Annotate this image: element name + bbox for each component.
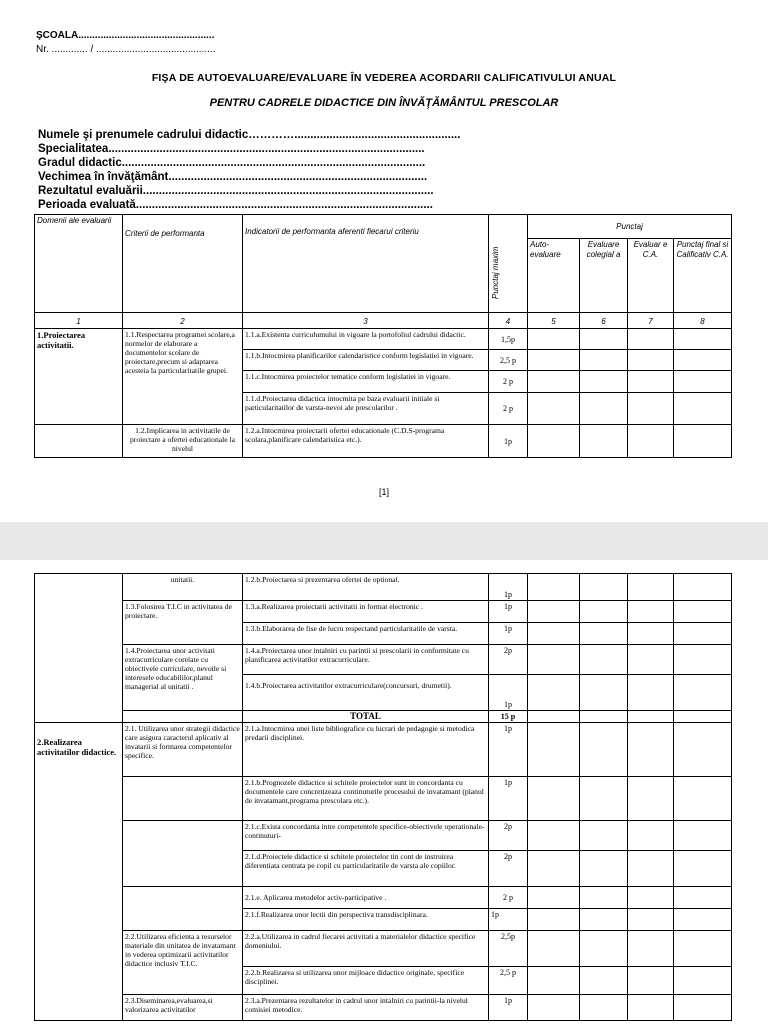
- empty-cell: [580, 393, 628, 425]
- empty-cell: [628, 821, 674, 851]
- empty-cell: [628, 574, 674, 601]
- empty-cell: [123, 711, 243, 723]
- domain-cell: 1.Proiectarea activitatii.: [35, 329, 123, 425]
- empty-cell: [628, 425, 674, 458]
- number-line: Nr. ............. / ...........................................: [36, 44, 216, 55]
- header-punctaj-maxim: Punctaj maxim: [489, 215, 528, 313]
- points-cell: 2p: [489, 645, 528, 675]
- empty-cell: [628, 675, 674, 711]
- empty-cell: [628, 723, 674, 777]
- empty-cell: [528, 329, 580, 350]
- empty-cell: [528, 425, 580, 458]
- empty-cell: [674, 887, 732, 909]
- empty-cell: [674, 821, 732, 851]
- empty-cell: [628, 350, 674, 371]
- col-num: 4: [489, 313, 528, 329]
- empty-cell: [580, 909, 628, 931]
- field-perioada: Perioada evaluată.............................................................................................: [38, 199, 433, 211]
- empty-cell: [528, 645, 580, 675]
- empty-cell: [528, 887, 580, 909]
- empty-cell: [528, 821, 580, 851]
- indicator-cell: 1.3.a.Realizarea proiectarii activitatii in format electronic .: [243, 601, 489, 623]
- page-number: [1]: [378, 487, 389, 497]
- empty-cell: [580, 931, 628, 967]
- points-cell: 1p: [489, 777, 528, 821]
- points-cell: 2,5 p: [489, 350, 528, 371]
- document-title: FIŞA DE AUTOEVALUARE/EVALUARE ÎN VEDEREA ACORDARII CALIFICATIVULUI ANUAL: [151, 72, 617, 84]
- empty-cell: [123, 887, 243, 931]
- empty-cell: [528, 995, 580, 1021]
- empty-cell: [674, 371, 732, 393]
- points-cell: 1p: [489, 675, 528, 711]
- empty-cell: [674, 675, 732, 711]
- indicator-cell: 1.1.c.Intocmirea proiectelor tematice conform legislatiei in vigoare.: [243, 371, 489, 393]
- empty-cell: [628, 887, 674, 909]
- header-colegial: Evaluare colegial a: [580, 239, 628, 313]
- empty-cell: [674, 723, 732, 777]
- empty-cell: [580, 851, 628, 887]
- empty-cell: [628, 931, 674, 967]
- indicator-cell: 1.2.b.Proiectarea si prezentarea ofertei de optional.: [243, 574, 489, 601]
- empty-cell: [528, 601, 580, 623]
- empty-cell: [528, 711, 580, 723]
- indicator-cell: 2.1.d.Proiectele didactice si schitele proiectelor tin cont de instruirea diferentiata centrata pe copil cu particularitatile de varsta ale copiilor.: [243, 851, 489, 887]
- empty-cell: [528, 371, 580, 393]
- empty-cell: [628, 329, 674, 350]
- empty-cell: [674, 350, 732, 371]
- col-num: 6: [580, 313, 628, 329]
- criteria-cell: 2.1. Utilizarea unor strategii didactice care asigura caracterul aplicativ al invatarii si formarea competentelor specifice.: [123, 723, 243, 777]
- col-num: 8: [674, 313, 732, 329]
- empty-cell: [628, 601, 674, 623]
- col-num: 7: [628, 313, 674, 329]
- empty-cell: [123, 821, 243, 887]
- indicator-cell: 2.1.f.Realizarea unor lectii din perspectiva transdisciplinara.: [243, 909, 489, 931]
- evaluation-table-page1: [34, 214, 732, 458]
- header-indicatori: Indicatorii de performanta aferenti fiecarui criteriu: [243, 215, 489, 313]
- document-subtitle: PENTRU CADRELE DIDACTICE DIN ÎNVĂŢĂMÂNTUL PRESCOLAR: [209, 97, 559, 109]
- col-num: 2: [123, 313, 243, 329]
- points-cell: 1p: [489, 623, 528, 645]
- indicator-cell: 1.3.b.Elaborarea de fise de lucru respectand particularitatile de varsta.: [243, 623, 489, 645]
- empty-cell: [580, 425, 628, 458]
- points-cell: 2,5 p: [489, 967, 528, 995]
- header-criterii: Criterii de performanta: [123, 215, 243, 313]
- points-cell: 2 p: [489, 887, 528, 909]
- document-page-2: [0, 560, 768, 1024]
- empty-cell: [528, 675, 580, 711]
- empty-cell: [528, 931, 580, 967]
- indicator-cell: 1.1.b.Intocmirea planificarilor calendaristice conform legislatiei in vigoare.: [243, 350, 489, 371]
- empty-cell: [528, 723, 580, 777]
- indicator-cell: 2.2.b.Realizarea si utilizarea unor mijloace didactice originale, specifice disciplinei.: [243, 967, 489, 995]
- empty-cell: [674, 393, 732, 425]
- points-cell: 1p: [489, 723, 528, 777]
- empty-cell: [528, 777, 580, 821]
- field-specialitatea: Specialitatea...................................................................................................: [38, 143, 425, 155]
- school-line: ŞCOALA.................................................: [36, 30, 215, 41]
- empty-cell: [674, 931, 732, 967]
- header-auto: Auto-evaluare: [528, 239, 580, 313]
- col-num: 3: [243, 313, 489, 329]
- criteria-cell: 1.4.Proiectarea unor activitati extracurriculare corelate cu obiectivele curriculare, nevoile si interesele educabililor,planul managerial al unitatii .: [123, 645, 243, 711]
- empty-cell: [580, 601, 628, 623]
- col-num: 1: [35, 313, 123, 329]
- empty-cell: [580, 371, 628, 393]
- criteria-cell: unitatii.: [123, 574, 243, 601]
- empty-cell: [628, 711, 674, 723]
- points-cell: 2 p: [489, 393, 528, 425]
- empty-cell: [674, 574, 732, 601]
- points-cell: 2 p: [489, 371, 528, 393]
- empty-cell: [674, 995, 732, 1021]
- empty-cell: [35, 425, 123, 458]
- empty-cell: [528, 909, 580, 931]
- empty-cell: [674, 623, 732, 645]
- empty-cell: [628, 371, 674, 393]
- empty-cell: [580, 675, 628, 711]
- criteria-cell: 1.3.Folosirea T.I.C in activitatea de proiectare.: [123, 601, 243, 645]
- empty-cell: [674, 425, 732, 458]
- empty-cell: [528, 623, 580, 645]
- header-ca: Evaluar e C.A.: [628, 239, 674, 313]
- criteria-cell: 2.2.Utilizarea eficienta a resurselor materiale din unitatea de invatamant in vederea optimizarii activitatilor didactice inclusiv T.I.C.: [123, 931, 243, 995]
- points-cell: 2p: [489, 821, 528, 851]
- empty-cell: [674, 329, 732, 350]
- empty-cell: [628, 777, 674, 821]
- empty-cell: [123, 777, 243, 821]
- field-rezultatul: Rezultatul evaluării...........................................................................................: [38, 185, 434, 197]
- indicator-cell: 2.1.a.Intocmirea unei liste bibliografice cu lucrari de pedagogie si metodica predarii disciplinei.: [243, 723, 489, 777]
- empty-cell: [580, 711, 628, 723]
- empty-cell: [674, 851, 732, 887]
- indicator-cell: 2.2.a.Utilizarea in cadrul fiecarei activitati a materialelor didactice specifice domeniului.: [243, 931, 489, 967]
- points-cell: 1p: [489, 995, 528, 1021]
- domain-cell: 2.Realizarea activitatilor didactice.: [35, 723, 123, 1021]
- col-num: 5: [528, 313, 580, 329]
- empty-cell: [674, 601, 732, 623]
- indicator-cell: 1.1.a.Existenta curriculumului in vigoare la portofoliul cadrului didactic.: [243, 329, 489, 350]
- criteria-cell: 1.1.Respectarea programei scolare,a normelor de elaborare a documentelor scolare de proiectare,precum si adaptarea acesteia la particularitatile grupei.: [123, 329, 243, 425]
- points-cell: 1p: [489, 601, 528, 623]
- empty-cell: [580, 350, 628, 371]
- empty-cell: [674, 909, 732, 931]
- empty-cell: [580, 645, 628, 675]
- header-punctaj: Punctaj: [528, 215, 732, 239]
- empty-cell: [628, 995, 674, 1021]
- criteria-cell: 2.3.Diseminarea,evaluarea,si valorizarea activitatilor: [123, 995, 243, 1021]
- header-final: Punctaj final si Calificativ C.A.: [674, 239, 732, 313]
- points-cell: 1p: [489, 425, 528, 458]
- header-domenii: Domenii ale evaluarii: [35, 215, 123, 313]
- empty-cell: [674, 967, 732, 995]
- empty-cell: [674, 711, 732, 723]
- empty-cell: [528, 393, 580, 425]
- empty-cell: [674, 645, 732, 675]
- points-cell: 2p: [489, 851, 528, 887]
- indicator-cell: 2.1.e. Aplicarea metodelor activ-participative .: [243, 887, 489, 909]
- field-nume: Numele şi prenumele cadrului didactic…………....................................................: [38, 129, 461, 141]
- empty-cell: [528, 967, 580, 995]
- points-cell: 1p: [489, 574, 528, 601]
- indicator-cell: 2.1.b.Prognozele didactice si schitele proiectelor sunt in concordanta cu documentele care concretizeaza continuturile procesului de invatamant (planul de invatamant,programa prescolara etc.).: [243, 777, 489, 821]
- empty-cell: [528, 350, 580, 371]
- points-cell: 1,5p: [489, 329, 528, 350]
- empty-cell: [628, 393, 674, 425]
- empty-cell: [580, 329, 628, 350]
- empty-cell: [580, 574, 628, 601]
- indicator-cell: 2.3.a.Prezentarea rezultatelor in cadrul unor intalniri cu parintii-la nivelul comisiei metodice.: [243, 995, 489, 1021]
- empty-cell: [628, 623, 674, 645]
- indicator-cell: 2.1.c.Exista concordanta intre competentele specifice-obiectivele operationale-continuturi-: [243, 821, 489, 851]
- field-gradul: Gradul didactic...............................................................................................: [38, 157, 426, 169]
- empty-cell: [628, 967, 674, 995]
- evaluation-table-page2: [34, 573, 732, 1021]
- empty-cell: [580, 887, 628, 909]
- empty-cell: [628, 909, 674, 931]
- empty-cell: [628, 851, 674, 887]
- criteria-cell: 1.2.Implicarea in activitatile de proiectare a ofertei educationale la nivelul: [123, 425, 243, 458]
- empty-cell: [580, 967, 628, 995]
- empty-cell: [580, 623, 628, 645]
- empty-cell: [528, 851, 580, 887]
- total-label: TOTAL: [243, 711, 489, 723]
- indicator-cell: 1.4.b.Proiectarea activitatilor extracurriculare(concursuri, drumetii).: [243, 675, 489, 711]
- empty-cell: [580, 821, 628, 851]
- empty-cell: [528, 574, 580, 601]
- indicator-cell: 1.1.d.Proiectarea didactica intocmita pe baza evaluarii initiale si particularitatilor de varsta-nevoi ale prescolarilor .: [243, 393, 489, 425]
- indicator-cell: 1.2.a.Intocmirea proiectarii ofertei educationale (C.D.S-programa scolara,planificare calendaristica etc.).: [243, 425, 489, 458]
- points-cell: 1p: [489, 909, 528, 931]
- field-vechimea: Vechimea în învăţământ.................................................................................: [38, 171, 428, 183]
- empty-cell: [580, 995, 628, 1021]
- empty-cell: [580, 777, 628, 821]
- points-cell: 2,5p: [489, 931, 528, 967]
- empty-cell: [628, 645, 674, 675]
- empty-cell: [35, 574, 123, 723]
- empty-cell: [580, 723, 628, 777]
- indicator-cell: 1.4.a.Proiectarea unor intalniri cu parintii si prescolarii in conformitate cu planificarea activitatilor extracurriculare.: [243, 645, 489, 675]
- total-points: 15 p: [489, 711, 528, 723]
- empty-cell: [674, 777, 732, 821]
